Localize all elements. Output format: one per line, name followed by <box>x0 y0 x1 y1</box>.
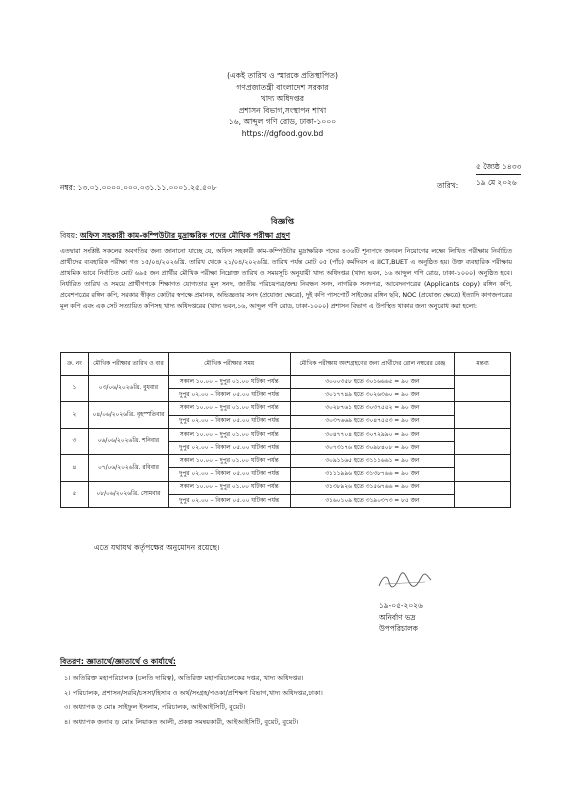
table-row <box>61 455 511 468</box>
roll-range-cell: ৩১১১৯৯৬ হতে ৩১৩৮৭৬৬ = ৯০ জন <box>290 468 455 481</box>
header-serial: ক্র. নং <box>61 353 89 376</box>
interview-schedule-table <box>60 352 511 508</box>
distribution-title-text: বিতরণ: জ্ঞাতার্থে/জ্ঞাতার্থে ও কার্যার্থে: <box>60 657 176 666</box>
header-time: মৌখিক পরীক্ষার সময় <box>168 353 290 376</box>
serial-cell: ২ <box>61 402 89 428</box>
signature-image <box>375 570 435 592</box>
header-division: প্রশাসন বিভাগ,সংস্থাপন শাখা <box>238 105 327 115</box>
roll-range-cell: ৩০৭৩১৭৬ হতে ৩০৯৮৪০৮ = ৯০ জন <box>290 441 455 454</box>
signatory-block <box>379 600 423 635</box>
remarks-cell <box>455 402 511 428</box>
date-cell: ০৮/০৬/২০২৬খ্রি. সোমবার <box>88 481 168 507</box>
header-government: গণপ্রজাতন্ত্রী বাংলাদেশ সরকার <box>236 82 329 92</box>
subject-text: অফিস সহকারী কাম-কম্পিউটার মুদ্রাক্ষরিক পদের মৌখিক পরীক্ষা গ্রহণ <box>80 231 291 240</box>
time-cell: দুপুর ০২.০০ – বিকাল ০৫.০০ ঘটিকা পর্যন্ত <box>168 494 290 507</box>
roll-range-cell: ৩০৩৭৬৬৯ হতে ৩০৪৭৫৫৩ = ৯০ জন <box>290 415 455 428</box>
time-cell: দুপুর ০২.০০ – বিকাল ০৫.০০ ঘটিকা পর্যন্ত <box>168 415 290 428</box>
remarks-cell <box>455 376 511 402</box>
memo-date-gregorian: ১৯ মে ২০২৬ <box>476 174 521 189</box>
header-roll-range: মৌখিক পরীক্ষায় অংশগ্রহণের জন্য প্রার্থীদের রোল নম্বরের রেঞ্জ <box>290 353 455 376</box>
body-paragraph: এতদ্বারা সংশ্লিষ্ট সকলের অবগতির জন্য জানানো যাচ্ছে যে, অফিস সহকারী কাম-কম্পিউটার মুদ্রাক্ষরিক পদের ৪৩৬টি শূন্যপদে জনবল নিয়োগের লক্ষ্যে লিখিত পরীক্ষায় নির্বাচিত প্রার্থীদের ব্যবহারিক পরীক্ষা গত ১৫/০৪/২০২৬খ্রি. তারিখ থেকে ২১/০৪/২০২৬খ্রি. তারিখ পর্যন্ত মোট ০৫ (পাঁচ) কর্মদিবস এ IICT,BUET এ অনুষ্ঠিত হয়। উক্ত ব্যবহারিক পরীক্ষায় প্রাথমিক ভাবে নির্বাচিত মোট ৬৯৫ জন প্রার্থীর মৌখিক পরীক্ষা নিম্নোক্ত তারিখ ও সময়সূচি অনুযায়ী খাদ্য অধিদপ্তর (খাদ্য ভবন, ১৬ আব্দুল গণি রোড, ঢাকা-১০০০) অনুষ্ঠিত হবে। নির্ধারিত তারিখ ও সময়ে প্রার্থীগণকে শিক্ষাগত যোগ্যতার মূল সনদ, জাতীয় পরিচয়পত্র/জন্ম নিবন্ধন সনদ, নাগরিক সনদপত্র, আবেদনপত্রের (Applicants copy) রঙ্গিন কপি, প্রবেশপত্রের রঙ্গিন কপি, সরকার স্বীকৃত কোটার স্বপক্ষে প্রমানক, অভিজ্ঞতার সনদ (প্রযোজ্য ক্ষেত্রে), দুই কপি পাসপোর্ট সাইজের রঙ্গিন ছবি, NOC (প্রযোজ্য ক্ষেত্রে) ইত্যাদি কাগজপত্রের মূল কপি এবং এক সেট সত্যায়িত কপিসহ খাদ্য অধিদপ্তরের (খাদ্য ভবন,১৬, আব্দুল গণি রোড, ঢাকা-১০০০) প্রশাসন বিভাগ এ উপস্থিত থাকার জন্য অনুরোধ করা হলো: <box>60 248 512 311</box>
time-cell: দুপুর ০২.০০ – বিকাল ০৫.০০ ঘটিকা পর্যন্ত <box>168 468 290 481</box>
header-remarks: মন্তব্য <box>455 353 511 376</box>
subject-line <box>60 230 290 243</box>
roll-range-cell: ৩১৩৮৯২৬ হতে ৩১৫৬৭৬৬ = ৯০ জন <box>290 481 455 494</box>
time-cell: সকাল ১০.০০ – দুপুর ০১.০০ ঘটিকা পর্যন্ত <box>168 376 290 389</box>
list-item: ১। অতিরিক্ত মহাপরিচালক (চলতি দায়িত্ব), অতিরিক্ত মহাপরিচালকের দপ্তর, খাদ্য অধিদপ্তর। <box>64 674 304 682</box>
serial-cell: ৩ <box>61 428 89 454</box>
memo-date-bangla: ৫ জ্যৈষ্ঠ ১৪৩৩ <box>476 162 522 171</box>
time-cell: দুপুর ০২.০০ – বিকাল ০৫.০০ ঘটিকা পর্যন্ত <box>168 389 290 402</box>
roll-range-cell: ৩১৬০১০৯ হতে ৩১৯০৩৭৩ = ৮৫ জন <box>290 494 455 507</box>
subject-label: বিষয়: <box>60 231 78 240</box>
time-cell: সকাল ১০.০০ – দুপুর ০১.০০ ঘটিকা পর্যন্ত <box>168 428 290 441</box>
time-cell: সকাল ১০.০০ – দুপুর ০১.০০ ঘটিকা পর্যন্ত <box>168 481 290 494</box>
date-cell: ০৪/০৬/২০২৬খ্রি. বৃহস্পতিবার <box>88 402 168 428</box>
list-item: ২। পরিচালক, প্রশাসন/সরবি/চসসা/হিসাব ও অর্থ/সংগ্রহ/পওকা/প্রশিক্ষণ বিভাগ,খাদ্য অধিদপ্তর,ঢাকা। <box>64 688 323 697</box>
header-date: মৌখিক পরীক্ষার তারিখ ও বার <box>88 353 168 376</box>
approval-statement: এতে যথাযথ কর্তৃপক্ষের অনুমোদন রয়েছে। <box>94 543 220 552</box>
date-cell: ০৭/০৬/২০২৬খ্রি. রবিবার <box>88 455 168 481</box>
header-website-link[interactable]: https://dgfood.gov.bd <box>241 128 324 138</box>
time-cell: সকাল ১০.০০ – দুপুর ০১.০০ ঘটিকা পর্যন্ত <box>168 402 290 415</box>
memo-date-label: তারিখ: <box>437 181 459 190</box>
list-item: ৪। অধ্যাপক জনাব ড় মোঃ লিয়াকত আলী, প্রকল্প সমন্বয়কারী, আইআইসিটি, বুয়েট, বুয়েট। <box>64 717 299 726</box>
header-directorate: খাদ্য অধিদপ্তর <box>260 94 305 103</box>
time-cell: সকাল ১০.০০ – দুপুর ০১.০০ ঘটিকা পর্যন্ত <box>168 455 290 468</box>
signatory-name: অনির্বাণ ভদ্র <box>379 612 416 622</box>
roll-range-cell: ৩০২৮৭৬১ হতে ৩০৩৭৫৫২ = ৯০ জন <box>290 402 455 415</box>
table-row <box>61 402 511 415</box>
distribution-title <box>60 656 176 669</box>
date-cell: ০৬/০৬/২০২৬খ্রি. শনিবার <box>88 428 168 454</box>
remarks-cell <box>455 455 511 481</box>
signatory-designation: উপপরিচালক <box>379 624 418 633</box>
signature-date: ১৯-০৫-২০২৬ <box>379 601 423 610</box>
serial-cell: ৫ <box>61 481 89 507</box>
table-row <box>61 428 511 441</box>
roll-range-cell: ৩০৯১১৬৫ হতে ৩১১১৬৬১ = ৯০ জন <box>290 455 455 468</box>
time-cell: দুপুর ০২.০০ – বিকাল ০৫.০০ ঘটিকা পর্যন্ত <box>168 441 290 454</box>
notice-title: বিজ্ঞপ্তি <box>270 217 295 226</box>
roll-range-cell: ৩০১৭৭৪৯ হতে ৩০২৬৩৬০ = ৯০ জন <box>290 389 455 402</box>
remarks-cell <box>455 481 511 507</box>
table-header-row <box>61 353 511 376</box>
roll-range-cell: ৩০০০৩৫৮ হতে ৩০১৬৬৬৫ = ৯০ জন <box>290 376 455 389</box>
table-row <box>61 481 511 494</box>
roll-range-cell: ৩০৪৭৭০৪ হতে ৩০৭২৯৯০ = ৯০ জন <box>290 428 455 441</box>
serial-cell: ১ <box>61 376 89 402</box>
memo-number: নম্বর: ১৩.০১.০০০০.০০০.০৩১.১১.০০০১.২৫.৫০৮ <box>60 183 217 192</box>
table-row <box>61 376 511 389</box>
distribution-list <box>64 671 323 729</box>
header-address: ১৬, আব্দুল গণি রোড, ঢাকা-১০০০ <box>228 117 337 126</box>
memo-date <box>476 160 521 189</box>
remarks-cell <box>455 428 511 454</box>
list-item: ৩। অধ্যাপক ড় মোঃ সাইফুল ইসলাম, পরিচালক, আইআইসিটি, বুয়েট। <box>64 703 246 711</box>
serial-cell: ৪ <box>61 455 89 481</box>
header-replacement-note: (একই তারিখ ও স্মারকে প্রতিস্থাপিত) <box>227 71 338 80</box>
date-cell: ০৩/০৬/২০২৬খ্রি. বুধবার <box>88 376 168 402</box>
